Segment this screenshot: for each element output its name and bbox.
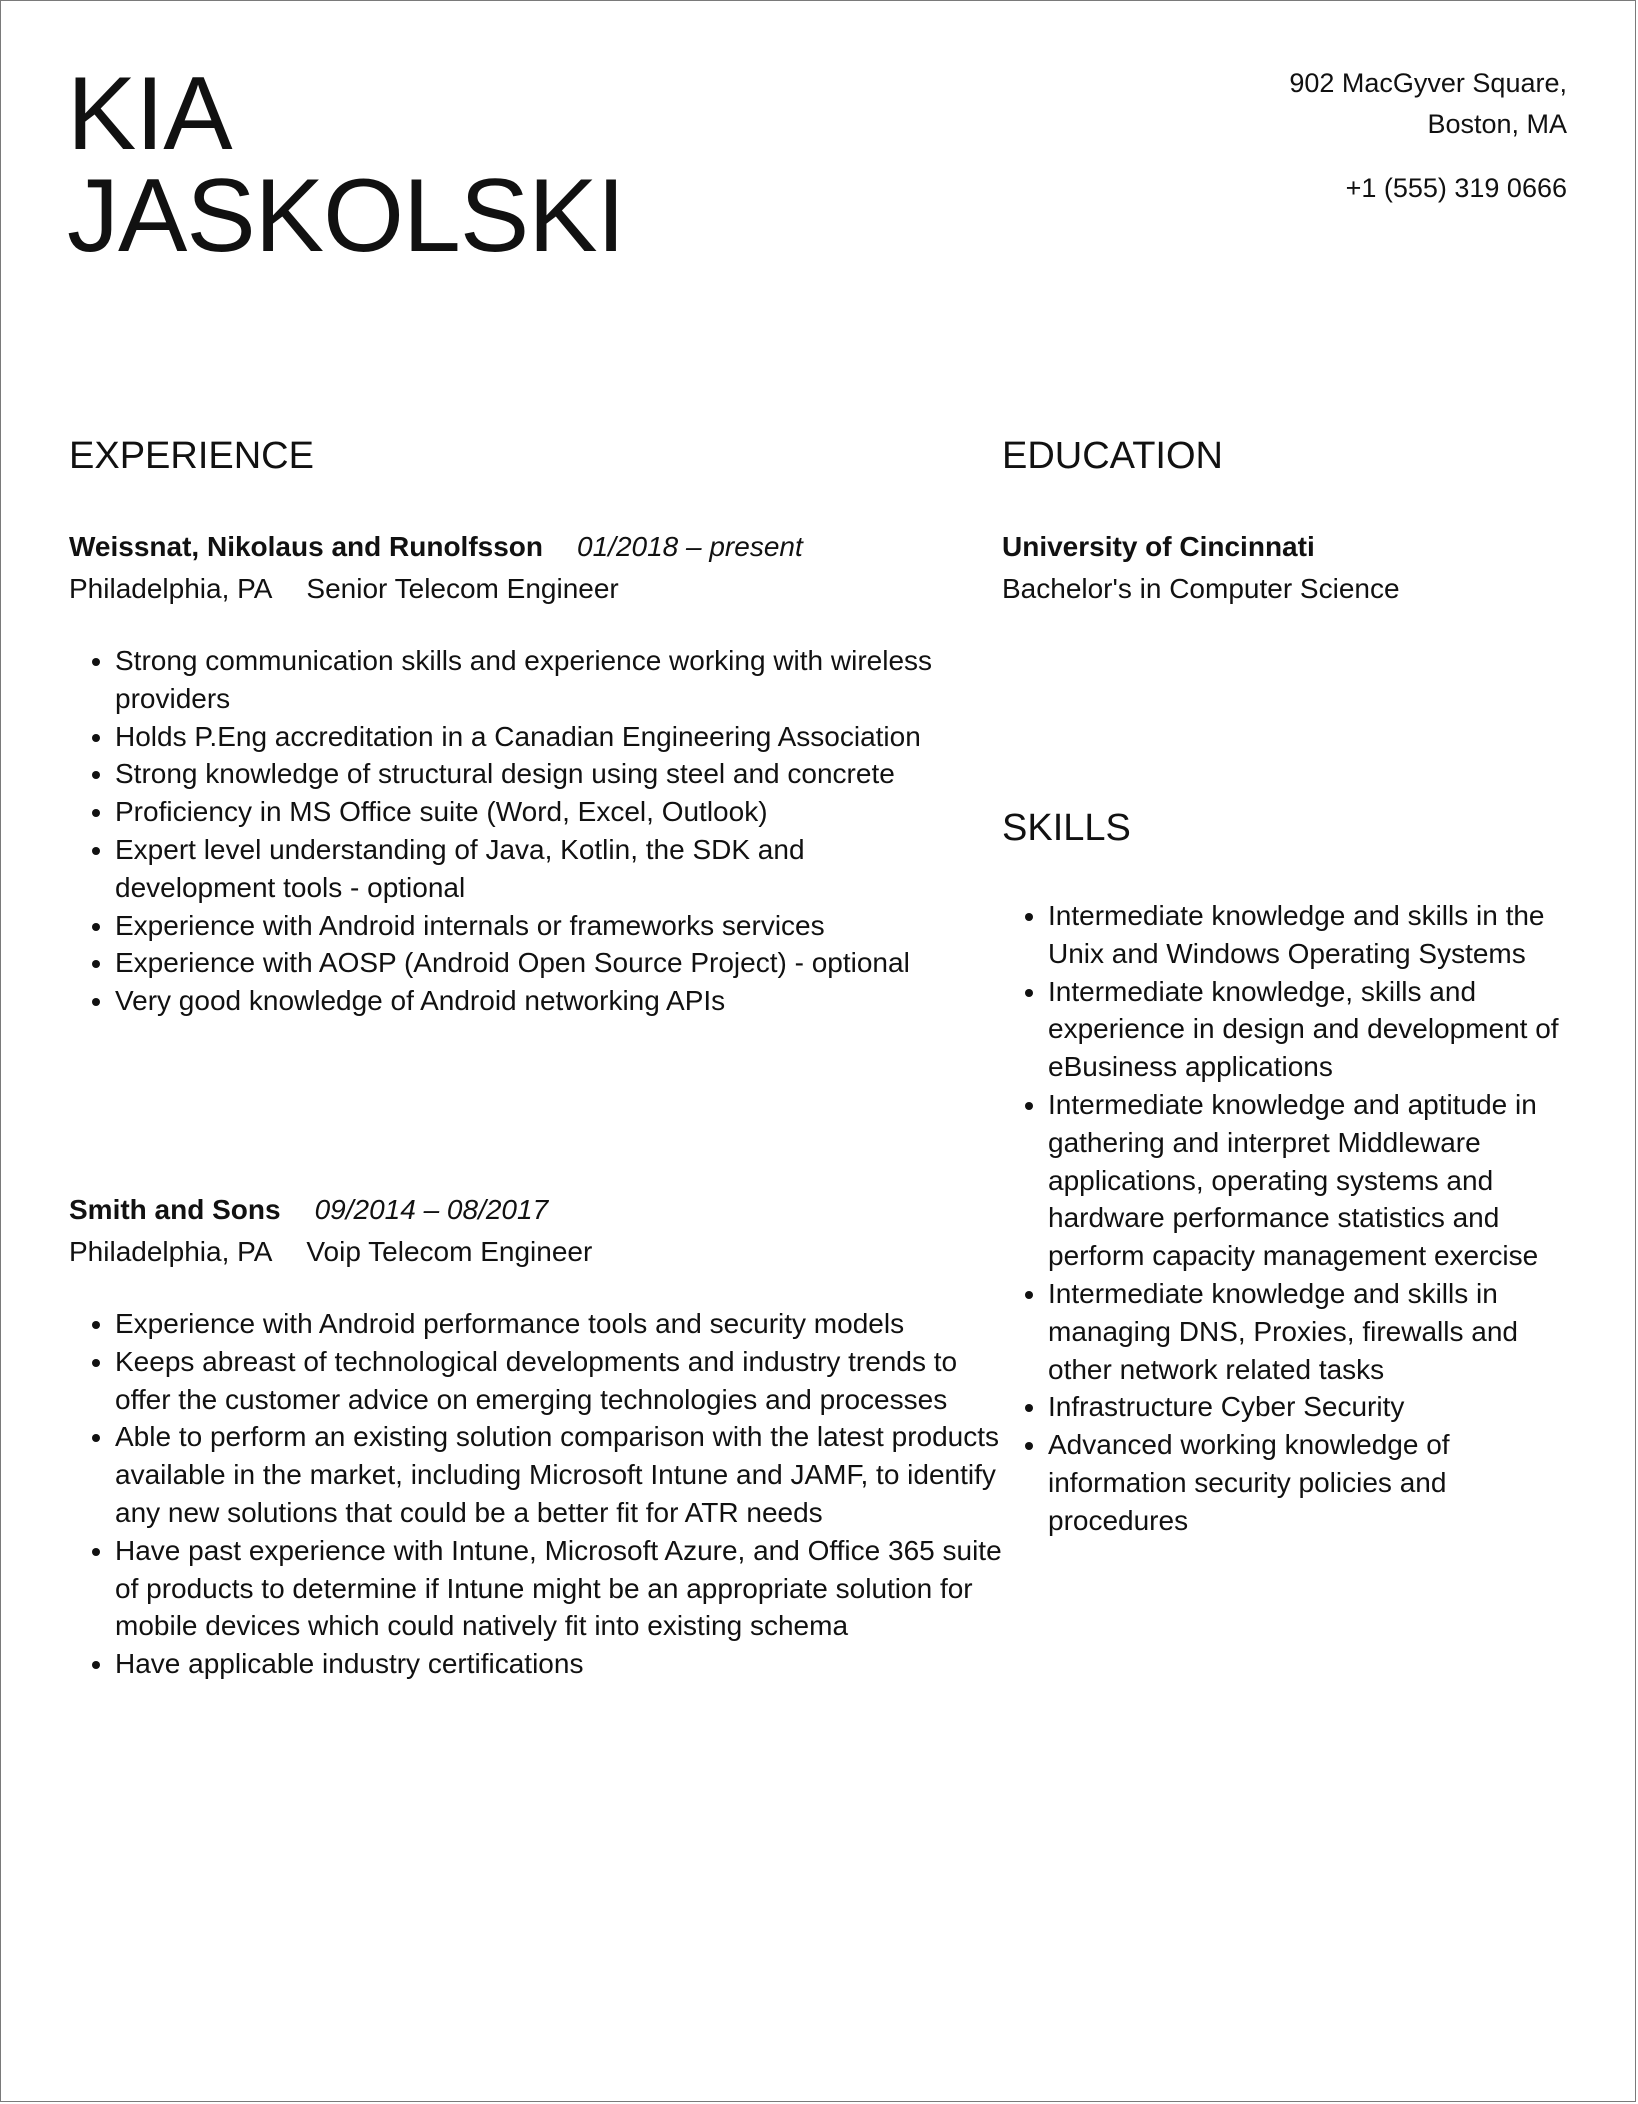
job-1-position: Senior Telecom Engineer — [306, 573, 619, 604]
skill-item: • Advanced working knowledge of information security policies and procedures — [1048, 1426, 1588, 1539]
education-heading: EDUCATION — [1002, 435, 1223, 477]
skill-item: • Infrastructure Cyber Security — [1048, 1388, 1588, 1426]
job-2-bullet: • Have past experience with Intune, Microsoft Azure, and Office 365 suite of products to determine if Intune might be an appropriate solution for mobile devices which could natively fit into existing schema — [115, 1532, 1015, 1645]
candidate-name — [67, 56, 625, 274]
education-degree: Bachelor's in Computer Science — [1002, 573, 1400, 604]
job-1-subheader — [69, 571, 619, 607]
experience-heading: EXPERIENCE — [69, 435, 314, 477]
job-1-location: Philadelphia, PA — [69, 573, 273, 604]
job-2-bullet: • Have applicable industry certifications — [115, 1645, 1015, 1683]
phone-number: +1 (555) 319 0666 — [1345, 173, 1567, 203]
job-1-bullet: • Expert level understanding of Java, Kotlin, the SDK and development tools - optional — [115, 831, 945, 907]
job-1-bullet: • Proficiency in MS Office suite (Word, Excel, Outlook) — [115, 793, 945, 831]
address-line-1: 902 MacGyver Square, — [1289, 68, 1567, 98]
skill-item: • Intermediate knowledge and skills in the Unix and Windows Operating Systems — [1048, 897, 1588, 973]
job-1-bullet: • Experience with AOSP (Android Open Source Project) - optional — [115, 944, 945, 982]
skills-heading: SKILLS — [1002, 807, 1131, 849]
job-2-company: Smith and Sons — [69, 1194, 281, 1225]
job-2-bullet: • Keeps abreast of technological developments and industry trends to offer the customer advice on emerging technologies and processes — [115, 1343, 1015, 1419]
job-1-header — [69, 529, 803, 565]
address-line-2: Boston, MA — [1427, 109, 1567, 139]
job-1-bullet: • Experience with Android internals or frameworks services — [115, 907, 945, 945]
job-1-bullets — [69, 642, 945, 1020]
job-1-bullet: • Strong communication skills and experience working with wireless providers — [115, 642, 945, 718]
job-1-bullet: • Holds P.Eng accreditation in a Canadian Engineering Association — [115, 718, 945, 756]
contact-block — [1067, 63, 1567, 209]
job-2-dates: 09/2014 – 08/2017 — [314, 1194, 549, 1225]
skill-item: • Intermediate knowledge and skills in managing DNS, Proxies, firewalls and other network related tasks — [1048, 1275, 1588, 1388]
job-1-dates: 01/2018 – present — [577, 531, 803, 562]
skills-list — [1002, 897, 1588, 1540]
job-2-header — [69, 1192, 548, 1228]
job-1-company: Weissnat, Nikolaus and Runolfsson — [69, 531, 544, 562]
job-1-bullet: • Very good knowledge of Android networking APIs — [115, 982, 945, 1020]
skill-item: • Intermediate knowledge, skills and experience in design and development of eBusiness applications — [1048, 973, 1588, 1086]
skill-item: • Intermediate knowledge and aptitude in gathering and interpret Middleware applications, operating systems and hardware performance statistics and perform capacity management exercise — [1048, 1086, 1588, 1275]
job-1-bullet: • Strong knowledge of structural design using steel and concrete — [115, 755, 945, 793]
job-2-location: Philadelphia, PA — [69, 1236, 273, 1267]
last-name: JASKOLSKI — [67, 158, 625, 274]
job-2-bullets — [69, 1305, 1015, 1683]
job-2-bullet: • Experience with Android performance tools and security models — [115, 1305, 1015, 1343]
job-2-position: Voip Telecom Engineer — [306, 1236, 593, 1267]
education-school: University of Cincinnati — [1002, 531, 1315, 562]
job-2-subheader — [69, 1234, 592, 1270]
job-2-bullet: • Able to perform an existing solution comparison with the latest products available in the market, including Microsoft Intune and JAMF, to identify any new solutions that could be a better fit for ATR needs — [115, 1418, 1015, 1531]
first-name: KIA — [67, 56, 232, 172]
